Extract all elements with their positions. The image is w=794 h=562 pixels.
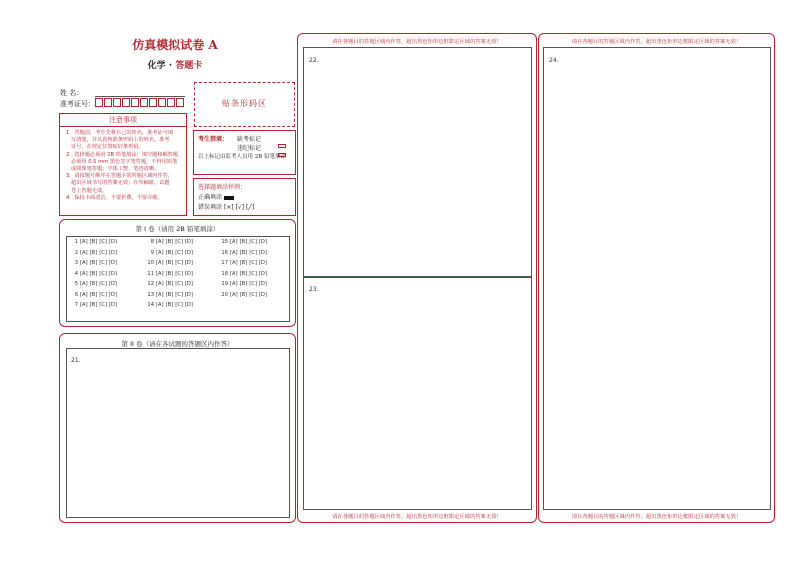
choice-option-d[interactable]: [D]: [258, 249, 267, 256]
exam-number-label: 准考证号：: [60, 100, 95, 108]
violation-label: 违纪标记: [237, 145, 262, 152]
notice-line: 写清楚，并认真核准条形码上的姓名、准考: [71, 137, 170, 144]
choice-option-a[interactable]: [A]: [156, 260, 164, 266]
choice-option-c[interactable]: [C]: [99, 260, 107, 266]
question-number: 12: [147, 281, 154, 287]
choice-option-b[interactable]: [B]: [89, 302, 98, 308]
wrong-fill-marks: [×] [√] [╱]: [223, 204, 255, 211]
fill-sample-box: [193, 178, 296, 216]
question-24-number: 24．: [549, 57, 563, 64]
choice-option-b[interactable]: [B]: [165, 239, 174, 245]
choice-option-b[interactable]: [B]: [239, 239, 248, 245]
bottom-warning: 请在各题目的答题区域内作答，超出黑色矩形边框限定区域的答案无效！: [332, 514, 502, 520]
choice-option-b[interactable]: [B]: [165, 270, 174, 277]
choice-option-d[interactable]: [D]: [184, 249, 193, 256]
choice-option-a[interactable]: [A]: [156, 249, 164, 256]
choice-option-a[interactable]: [A]: [230, 260, 238, 266]
question-number: 14: [147, 302, 154, 308]
choice-option-c[interactable]: [C]: [175, 281, 183, 287]
choice-option-d[interactable]: [D]: [108, 302, 117, 308]
choice-row-19: [219, 281, 267, 287]
question-number: 10: [147, 260, 154, 266]
choice-option-a[interactable]: [A]: [156, 281, 164, 287]
question-number: 16: [221, 249, 228, 256]
choice-row-10: [145, 260, 193, 266]
choice-option-a[interactable]: [A]: [156, 270, 164, 277]
choice-option-d[interactable]: [D]: [108, 281, 117, 287]
question-number: 4: [74, 270, 78, 277]
choice-row-2: [69, 250, 117, 256]
choice-row-4: [69, 271, 117, 277]
choice-option-d[interactable]: [D]: [258, 239, 267, 245]
choice-option-c[interactable]: [C]: [175, 302, 183, 308]
choice-option-d[interactable]: [D]: [258, 260, 267, 266]
barcode-area: [194, 82, 295, 127]
question-number: 11: [147, 270, 154, 277]
choice-option-b[interactable]: [B]: [165, 249, 174, 256]
choice-row-7: [69, 302, 117, 308]
choice-grid: [66, 236, 290, 322]
choice-row-13: [145, 292, 193, 298]
choice-option-d[interactable]: [D]: [184, 270, 193, 277]
question-number: 3: [74, 260, 78, 266]
notice-line: 卷上答题无效。: [71, 187, 108, 194]
notice-title: 注意事项: [60, 114, 186, 127]
notice-list: [60, 130, 186, 202]
question-number: 7: [74, 302, 78, 308]
answer-box-24[interactable]: [543, 47, 771, 510]
choice-option-b[interactable]: [B]: [89, 291, 98, 298]
choice-option-b[interactable]: [B]: [89, 249, 98, 256]
choice-row-20: [219, 292, 267, 298]
choice-option-c[interactable]: [C]: [99, 302, 107, 308]
choice-row-16: [219, 250, 267, 256]
choice-row-5: [69, 281, 117, 287]
notice-line: 4．保持卡面清洁，不要折叠，不要弄破。: [66, 194, 163, 201]
choice-option-c[interactable]: [C]: [99, 270, 107, 277]
choice-option-a[interactable]: [A]: [156, 291, 164, 298]
correct-fill-label: 正确填涂: [198, 194, 223, 201]
answer-box-22[interactable]: [303, 47, 532, 277]
notice-line: 2．选择题必须用 2B 铅笔填涂；填空题和解答题: [66, 151, 179, 158]
wrong-fill-label: 错误填涂: [198, 204, 223, 211]
choice-option-a[interactable]: [A]: [230, 291, 238, 298]
choice-option-c[interactable]: [C]: [99, 291, 107, 298]
correct-fill-row: [198, 192, 234, 201]
choice-row-14: [145, 302, 193, 308]
choice-option-d[interactable]: [D]: [184, 291, 193, 298]
choice-option-d[interactable]: [D]: [108, 291, 117, 298]
exam-marks-box: [193, 130, 296, 175]
choice-option-b[interactable]: [B]: [165, 260, 174, 266]
marks-note: 以上标记由监考人员用 2B 铅笔填涂: [198, 154, 287, 160]
choice-option-b[interactable]: [B]: [239, 260, 248, 266]
choice-option-a[interactable]: [A]: [156, 239, 164, 245]
choice-option-b[interactable]: [B]: [89, 281, 98, 287]
choice-option-d[interactable]: [D]: [108, 239, 117, 245]
notice-line: 证号，在规定位置贴好条形码。: [71, 144, 144, 151]
exam-number-boxes[interactable]: [95, 98, 185, 107]
question-23-number: 23．: [309, 286, 323, 293]
choice-option-a[interactable]: [A]: [230, 239, 238, 245]
choice-option-c[interactable]: [C]: [99, 239, 107, 245]
choice-option-a[interactable]: [A]: [230, 281, 238, 287]
choice-option-b[interactable]: [B]: [165, 291, 174, 298]
choice-option-a[interactable]: [A]: [80, 291, 88, 298]
choice-row-9: [145, 250, 193, 256]
name-label: 姓 名：: [60, 89, 84, 97]
question-number: 9: [150, 249, 154, 256]
choice-option-b[interactable]: [B]: [239, 249, 248, 256]
top-warning: 请在各题目的答题区域内作答，超出黑色矩形边框限定区域的答案无效！: [332, 39, 502, 45]
choice-option-c[interactable]: [C]: [175, 249, 183, 256]
correct-fill-mark: [224, 196, 234, 200]
choice-row-18: [219, 271, 267, 277]
card-name: 答题卡: [175, 61, 203, 71]
answer-box-23[interactable]: [303, 277, 532, 510]
question-number: 2: [74, 249, 78, 256]
choice-option-c[interactable]: [C]: [175, 239, 183, 245]
choice-option-a[interactable]: [A]: [80, 302, 88, 308]
choice-option-d[interactable]: [D]: [184, 260, 193, 266]
choice-row-12: [145, 281, 193, 287]
subtitle-separator: ·: [168, 61, 173, 71]
choice-option-b[interactable]: [B]: [239, 281, 248, 287]
question-21-number: 21．: [71, 357, 85, 364]
choice-option-c[interactable]: [C]: [249, 281, 257, 287]
choice-option-c[interactable]: [C]: [249, 291, 257, 298]
choice-option-d[interactable]: [D]: [258, 281, 267, 287]
barcode-label: 贴条形码区: [222, 99, 267, 108]
choice-row-3: [69, 260, 117, 266]
notice-box: [59, 113, 187, 216]
choice-option-c[interactable]: [C]: [99, 249, 107, 256]
exam-subtitle: [60, 58, 290, 71]
choice-option-c[interactable]: [C]: [175, 260, 183, 266]
question-number: 1: [74, 239, 78, 245]
choice-option-a[interactable]: [A]: [80, 281, 88, 287]
notice-line: 或圆珠笔答题；字体工整、笔迹清晰。: [71, 166, 160, 173]
question-number: 18: [221, 270, 228, 277]
section-one: [59, 219, 296, 327]
absent-label: 缺考标记: [237, 136, 262, 143]
question-number: 8: [150, 239, 154, 245]
question-number: 13: [147, 291, 154, 298]
choice-option-b[interactable]: [B]: [89, 270, 98, 277]
choice-option-b[interactable]: [B]: [165, 281, 174, 287]
choice-option-c[interactable]: [C]: [249, 249, 257, 256]
choice-option-a[interactable]: [A]: [156, 302, 164, 308]
right-panel: [538, 33, 775, 523]
notice-line: 超出区域书写的答案无效；在草稿纸、试题: [71, 180, 170, 187]
choice-option-a[interactable]: [A]: [230, 249, 238, 256]
question-number: 5: [74, 281, 78, 287]
choice-row-17: [219, 260, 267, 266]
choice-option-c[interactable]: [C]: [249, 260, 257, 266]
notice-line: 3．请按题号顺序在答题卡的答题区域内作答，: [66, 173, 174, 180]
choice-option-a[interactable]: [A]: [230, 270, 238, 277]
choice-row-1: [69, 239, 117, 245]
choice-option-c[interactable]: [C]: [249, 239, 257, 245]
top-warning: 请在各题目的答题区域内作答，超出黑色矩形边框限定区域的答案无效！: [571, 39, 742, 45]
choice-option-b[interactable]: [B]: [89, 260, 98, 266]
choice-option-d[interactable]: [D]: [184, 239, 193, 245]
section-two: [59, 333, 296, 523]
marks-label: 考生禁填：: [198, 136, 229, 143]
choice-option-d[interactable]: [D]: [108, 270, 117, 277]
question-number: 19: [221, 281, 228, 287]
subject-name: 化学: [147, 61, 166, 71]
notice-line: 1．答题前，考生先将自己的姓名，准考证号填: [66, 130, 174, 136]
choice-option-c[interactable]: [C]: [99, 281, 107, 287]
section-one-title: 第 I 卷（请用 2B 铅笔填涂）: [135, 225, 220, 233]
bottom-warning: 请在各题目的答题区域内作答，超出黑色矩形边框限定区域的答案无效！: [571, 514, 742, 520]
question-number: 20: [221, 291, 228, 298]
choice-row-11: [145, 271, 193, 277]
answer-box-21[interactable]: [66, 348, 290, 518]
question-number: 6: [74, 291, 78, 298]
name-field[interactable]: [95, 96, 185, 97]
choice-option-b[interactable]: [B]: [239, 291, 248, 298]
choice-option-c[interactable]: [C]: [175, 270, 183, 277]
choice-option-c[interactable]: [C]: [175, 291, 183, 298]
question-22-number: 22．: [309, 57, 323, 64]
middle-panel: [297, 33, 537, 523]
choice-option-d[interactable]: [D]: [184, 281, 193, 287]
choice-option-a[interactable]: [A]: [80, 239, 88, 245]
choice-option-b[interactable]: [B]: [165, 302, 174, 308]
choice-option-a[interactable]: [A]: [80, 260, 88, 266]
choice-row-8: [145, 239, 193, 245]
section-two-title: 第 II 卷（请在各试题的答题区内作答）: [121, 340, 234, 348]
choice-option-d[interactable]: [D]: [184, 302, 193, 308]
question-number: 17: [221, 260, 228, 266]
choice-option-d[interactable]: [D]: [108, 249, 117, 256]
notice-line: 必须用 0.5 mm 黑色签字笔答题，不得用铅笔: [71, 158, 178, 165]
choice-option-a[interactable]: [A]: [80, 249, 88, 256]
choice-option-b[interactable]: [B]: [89, 239, 98, 245]
choice-row-6: [69, 292, 117, 298]
wrong-fill-row: [198, 202, 254, 211]
question-number: 15: [221, 239, 228, 245]
choice-row-15: [219, 239, 267, 245]
choice-option-c[interactable]: [C]: [249, 270, 257, 277]
choice-option-d[interactable]: [D]: [108, 260, 117, 266]
choice-option-a[interactable]: [A]: [80, 270, 88, 277]
choice-option-d[interactable]: [D]: [258, 291, 267, 298]
fill-sample-title: 选择题填涂样例：: [198, 184, 247, 191]
choice-option-b[interactable]: [B]: [239, 270, 248, 277]
exam-title: 仿真模拟试卷 A: [132, 38, 218, 52]
choice-option-d[interactable]: [D]: [258, 270, 267, 277]
